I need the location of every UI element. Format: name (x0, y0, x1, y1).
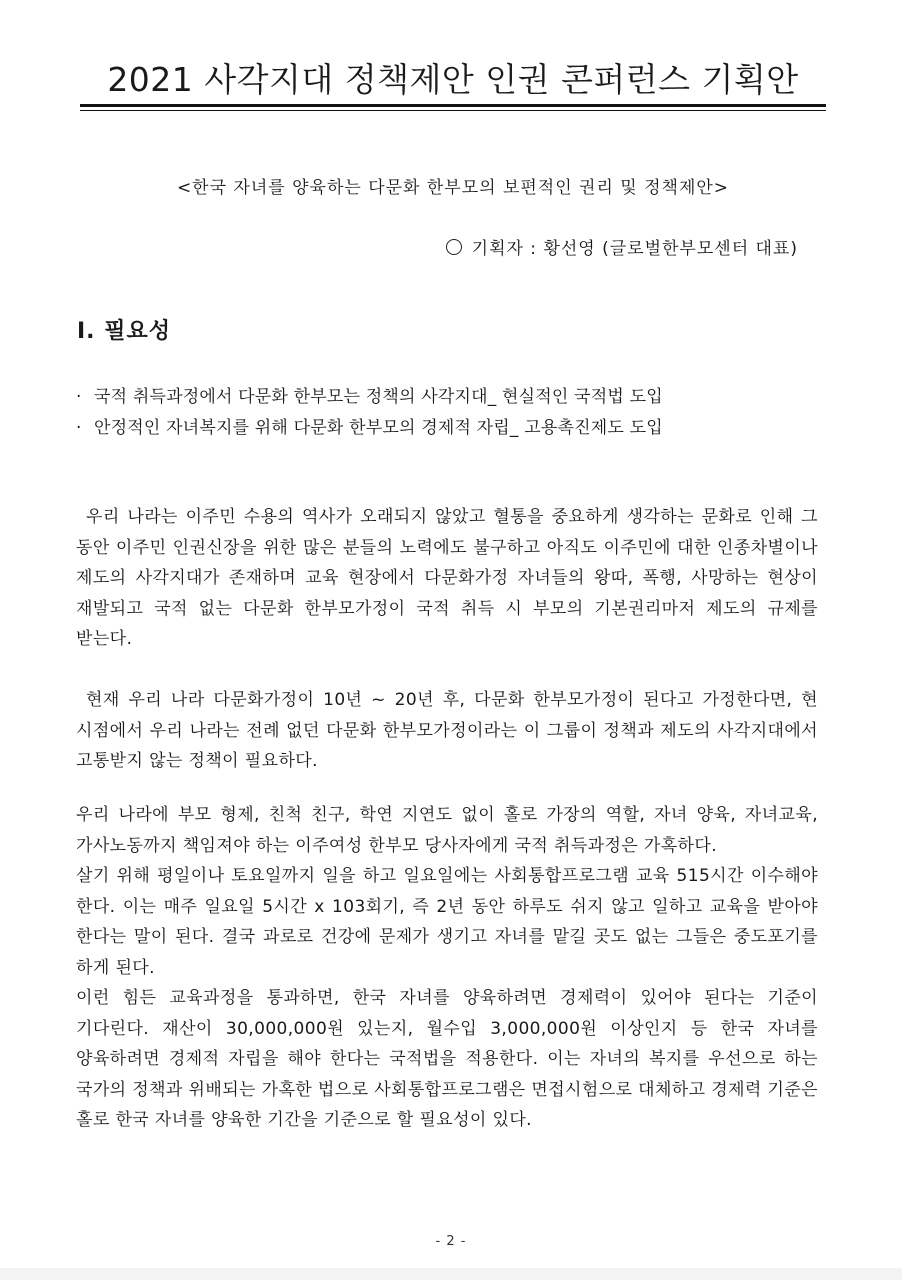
body-paragraph: 살기 위해 평일이나 토요일까지 일을 하고 일요일에는 사회통합프로그램 교육 515시간 이수해야 한다. 이는 매주 일요일 5시간 x 103회기, 즉 2년 동안 하루도 쉬지 않고 일하고 교육을 받아야 한다는 말이 된다. 결국 과로로 건강에 문제가 생기고 자녀를 맡길 곳도 없는 그들은 중도포기를 하게 된다. (76, 866, 818, 978)
summary-bullet-list (76, 382, 836, 444)
document-title: 2021 사각지대 정책제안 인권 콘퍼런스 기획안 (107, 60, 799, 99)
summary-bullet-item (76, 382, 836, 413)
planner-text: 기획자 : 황선영 (글로벌한부모센터 대표) (471, 239, 798, 259)
body-block-2 (76, 685, 818, 777)
body-paragraph: 우리 나라에 부모 형제, 친척 친구, 학연 지연도 없이 홀로 가장의 역할, 자녀 양육, 자녀교육, 가사노동까지 책임져야 하는 이주여성 한부모 당사자에게 국적 취득과정은 가혹하다. (76, 805, 818, 856)
body-block-3 (76, 800, 818, 1136)
bullet-marker: · (76, 418, 82, 438)
summary-bullet-item (76, 413, 836, 444)
page-number: - 2 - (435, 1234, 467, 1249)
title-underline-thin (80, 110, 826, 111)
page-bottom-edge (0, 1268, 902, 1280)
bullet-text: 국적 취득과정에서 다문화 한부모는 정책의 사각지대_ 현실적인 국적법 도입 (94, 387, 663, 407)
section-heading-necessity: Ⅰ. 필요성 (77, 319, 171, 344)
title-underline-thick (80, 104, 826, 107)
planner-line (446, 234, 798, 264)
bullet-text: 안정적인 자녀복지를 위해 다문화 한부모의 경제적 자립_ 고용촉진제도 도입 (94, 418, 663, 438)
bullet-marker: · (76, 387, 82, 407)
body-paragraph: 우리 나라는 이주민 수용의 역사가 오래되지 않았고 혈통을 중요하게 생각하는 문화로 인해 그 동안 이주민 인권신장을 위한 많은 분들의 노력에도 불구하고 아직도 이주민에 대한 인종차별이나 제도의 사각지대가 존재하며 교육 현장에서 다문화가정 자녀들의 왕따, 폭행, 사망하는 현상이 재발되고 국적 없는 다문화 한부모가정이 국적 취득 시 부모의 기본권리마저 제도의 규제를 받는다. (76, 507, 818, 649)
body-paragraph: 현재 우리 나라 다문화가정이 10년 ~ 20년 후, 다문화 한부모가정이 된다고 가정한다면, 현 시점에서 우리 나라는 전례 없던 다문화 한부모가정이라는 이 그룹이 정책과 제도의 사각지대에서 고통받지 않는 정책이 필요하다. (76, 690, 818, 771)
circle-bullet-icon (446, 239, 462, 255)
document-subtitle: <한국 자녀를 양육하는 다문화 한부모의 보편적인 권리 및 정책제안> (176, 178, 730, 198)
body-paragraph: 이런 힘든 교육과정을 통과하면, 한국 자녀를 양육하려면 경제력이 있어야 된다는 기준이 기다린다. 재산이 30,000,000원 있는지, 월수입 3,000,000원 이상인지 등 한국 자녀를 양육하려면 경제적 자립을 해야 한다는 국적법을 적용한다. 이는 자녀의 복지를 우선으로 하는 국가의 정책과 위배되는 가혹한 법으로 사회통합프로그램은 면접시험으로 대체하고 경제력 기준은 홀로 한국 자녀를 양육한 기간을 기준으로 할 필요성이 있다. (76, 988, 818, 1130)
body-block-1 (76, 502, 818, 655)
